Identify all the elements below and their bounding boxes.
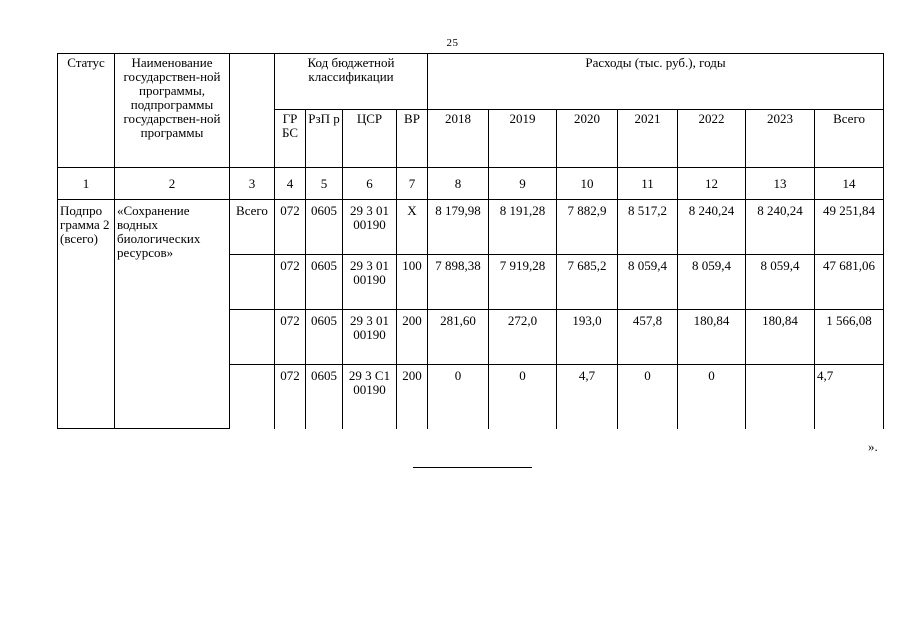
rzpr-cell: 0605 xyxy=(306,200,343,255)
column-number: 6 xyxy=(343,168,397,200)
page-number: 25 xyxy=(446,37,459,49)
column-number: 9 xyxy=(489,168,557,200)
header-year: 2022 xyxy=(678,110,746,168)
csr-cell: 29 3 С1 00190 xyxy=(343,365,397,429)
header-total: Всего xyxy=(815,110,884,168)
value-2023: 180,84 xyxy=(746,310,815,365)
value-2023 xyxy=(746,365,815,429)
value-2022: 0 xyxy=(678,365,746,429)
value-2019: 272,0 xyxy=(489,310,557,365)
header-year: 2018 xyxy=(428,110,489,168)
column-number: 11 xyxy=(618,168,678,200)
value-2023: 8 240,24 xyxy=(746,200,815,255)
subprogram-status: Подпро грамма 2 (всего) xyxy=(58,200,115,429)
source-cell xyxy=(230,310,275,365)
value-2020: 193,0 xyxy=(557,310,618,365)
value-2022: 180,84 xyxy=(678,310,746,365)
column-number: 1 xyxy=(58,168,115,200)
value-2018: 8 179,98 xyxy=(428,200,489,255)
value-2022: 8 240,24 xyxy=(678,200,746,255)
value-total: 4,7 xyxy=(815,365,884,429)
header-vr: ВР xyxy=(397,110,428,168)
column-number: 3 xyxy=(230,168,275,200)
column-number: 10 xyxy=(557,168,618,200)
value-total: 49 251,84 xyxy=(815,200,884,255)
header-year: 2021 xyxy=(618,110,678,168)
value-2018: 0 xyxy=(428,365,489,429)
source-cell: Всего xyxy=(230,200,275,255)
value-2019: 0 xyxy=(489,365,557,429)
header-rzpr: РзП р xyxy=(306,110,343,168)
vr-cell: 200 xyxy=(397,365,428,429)
grbs-cell: 072 xyxy=(275,310,306,365)
rzpr-cell: 0605 xyxy=(306,310,343,365)
rzpr-cell: 0605 xyxy=(306,365,343,429)
table-row xyxy=(58,200,884,255)
value-2020: 4,7 xyxy=(557,365,618,429)
header-year: 2020 xyxy=(557,110,618,168)
value-2022: 8 059,4 xyxy=(678,255,746,310)
vr-cell: 200 xyxy=(397,310,428,365)
grbs-cell: 072 xyxy=(275,255,306,310)
header-grbs: ГР БС xyxy=(275,110,306,168)
value-2020: 7 685,2 xyxy=(557,255,618,310)
header-status: Статус xyxy=(58,54,115,168)
column-number: 4 xyxy=(275,168,306,200)
header-source xyxy=(230,54,275,168)
value-2018: 7 898,38 xyxy=(428,255,489,310)
header-name: Наименование государствен-ной программы, подпрограммы государствен-ной программы xyxy=(115,54,230,168)
value-total: 1 566,08 xyxy=(815,310,884,365)
column-number: 12 xyxy=(678,168,746,200)
header-expense-group: Расходы (тыс. руб.), годы xyxy=(428,54,884,110)
grbs-cell: 072 xyxy=(275,200,306,255)
column-number: 2 xyxy=(115,168,230,200)
value-2021: 0 xyxy=(618,365,678,429)
value-2020: 7 882,9 xyxy=(557,200,618,255)
source-cell xyxy=(230,365,275,429)
column-number: 7 xyxy=(397,168,428,200)
column-number: 14 xyxy=(815,168,884,200)
column-number: 8 xyxy=(428,168,489,200)
csr-cell: 29 3 01 00190 xyxy=(343,200,397,255)
vr-cell: Х xyxy=(397,200,428,255)
column-number: 5 xyxy=(306,168,343,200)
csr-cell: 29 3 01 00190 xyxy=(343,255,397,310)
csr-cell: 29 3 01 00190 xyxy=(343,310,397,365)
closing-mark: ». xyxy=(868,439,878,454)
value-2021: 8 059,4 xyxy=(618,255,678,310)
vr-cell: 100 xyxy=(397,255,428,310)
value-total: 47 681,06 xyxy=(815,255,884,310)
grbs-cell: 072 xyxy=(275,365,306,429)
value-2021: 457,8 xyxy=(618,310,678,365)
value-2021: 8 517,2 xyxy=(618,200,678,255)
rzpr-cell: 0605 xyxy=(306,255,343,310)
value-2019: 8 191,28 xyxy=(489,200,557,255)
budget-table xyxy=(57,53,884,429)
separator-line xyxy=(413,467,532,468)
subprogram-name: «Сохранение водных биологических ресурсов» xyxy=(115,200,230,429)
value-2018: 281,60 xyxy=(428,310,489,365)
source-cell xyxy=(230,255,275,310)
value-2023: 8 059,4 xyxy=(746,255,815,310)
value-2019: 7 919,28 xyxy=(489,255,557,310)
column-number: 13 xyxy=(746,168,815,200)
header-year: 2023 xyxy=(746,110,815,168)
header-csr: ЦСР xyxy=(343,110,397,168)
header-code-group: Код бюджетной классификации xyxy=(275,54,428,110)
header-year: 2019 xyxy=(489,110,557,168)
